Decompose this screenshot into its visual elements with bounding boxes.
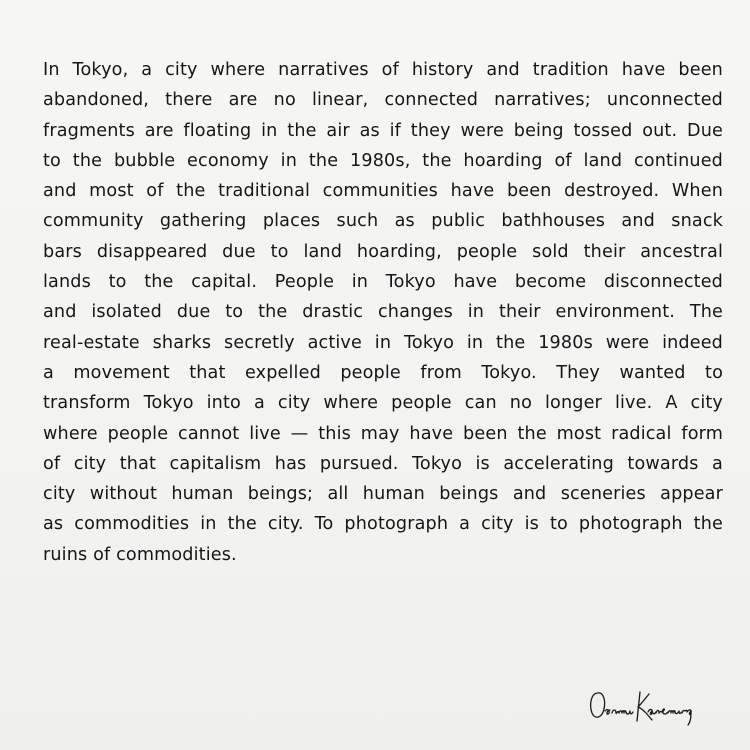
statement-line: and most of the traditional communities have been destroyed. When (43, 181, 723, 202)
statement-line: transform Tokyo into a city where people can no longer live. A city (43, 393, 723, 414)
statement-line: fragments are floating in the air as if they were being tossed out. Due (43, 120, 723, 141)
statement-line: of city that capitalism has pursued. Tokyo is accelerating towards a (43, 453, 723, 474)
handwritten-signature (586, 683, 706, 729)
statement-line: ruins of commodities. (43, 544, 237, 565)
statement-line: In Tokyo, a city where narratives of history and tradition have been (43, 60, 723, 80)
statement-line: lands to the capital. People in Tokyo have become disconnected (43, 272, 723, 293)
statement-line: a movement that expelled people from Tokyo. They wanted to (43, 362, 723, 383)
statement-line: where people cannot live — this may have been the most radical form (43, 423, 723, 444)
statement-line: bars disappeared due to land hoarding, people sold their ancestral (43, 241, 723, 262)
statement-line: abandoned, there are no linear, connected narratives; unconnected (43, 90, 723, 111)
statement-line: community gathering places such as public bathhouses and snack (43, 211, 723, 232)
artist-statement (43, 55, 723, 570)
statement-line: city without human beings; all human beings and sceneries appear (43, 484, 723, 505)
statement-line: as commodities in the city. To photograph a city is to photograph the (43, 514, 723, 535)
statement-line: to the bubble economy in the 1980s, the hoarding of land continued (43, 150, 723, 171)
statement-line: real-estate sharks secretly active in Tokyo in the 1980s were indeed (43, 332, 723, 353)
statement-line: and isolated due to the drastic changes in their environment. The (43, 302, 723, 323)
